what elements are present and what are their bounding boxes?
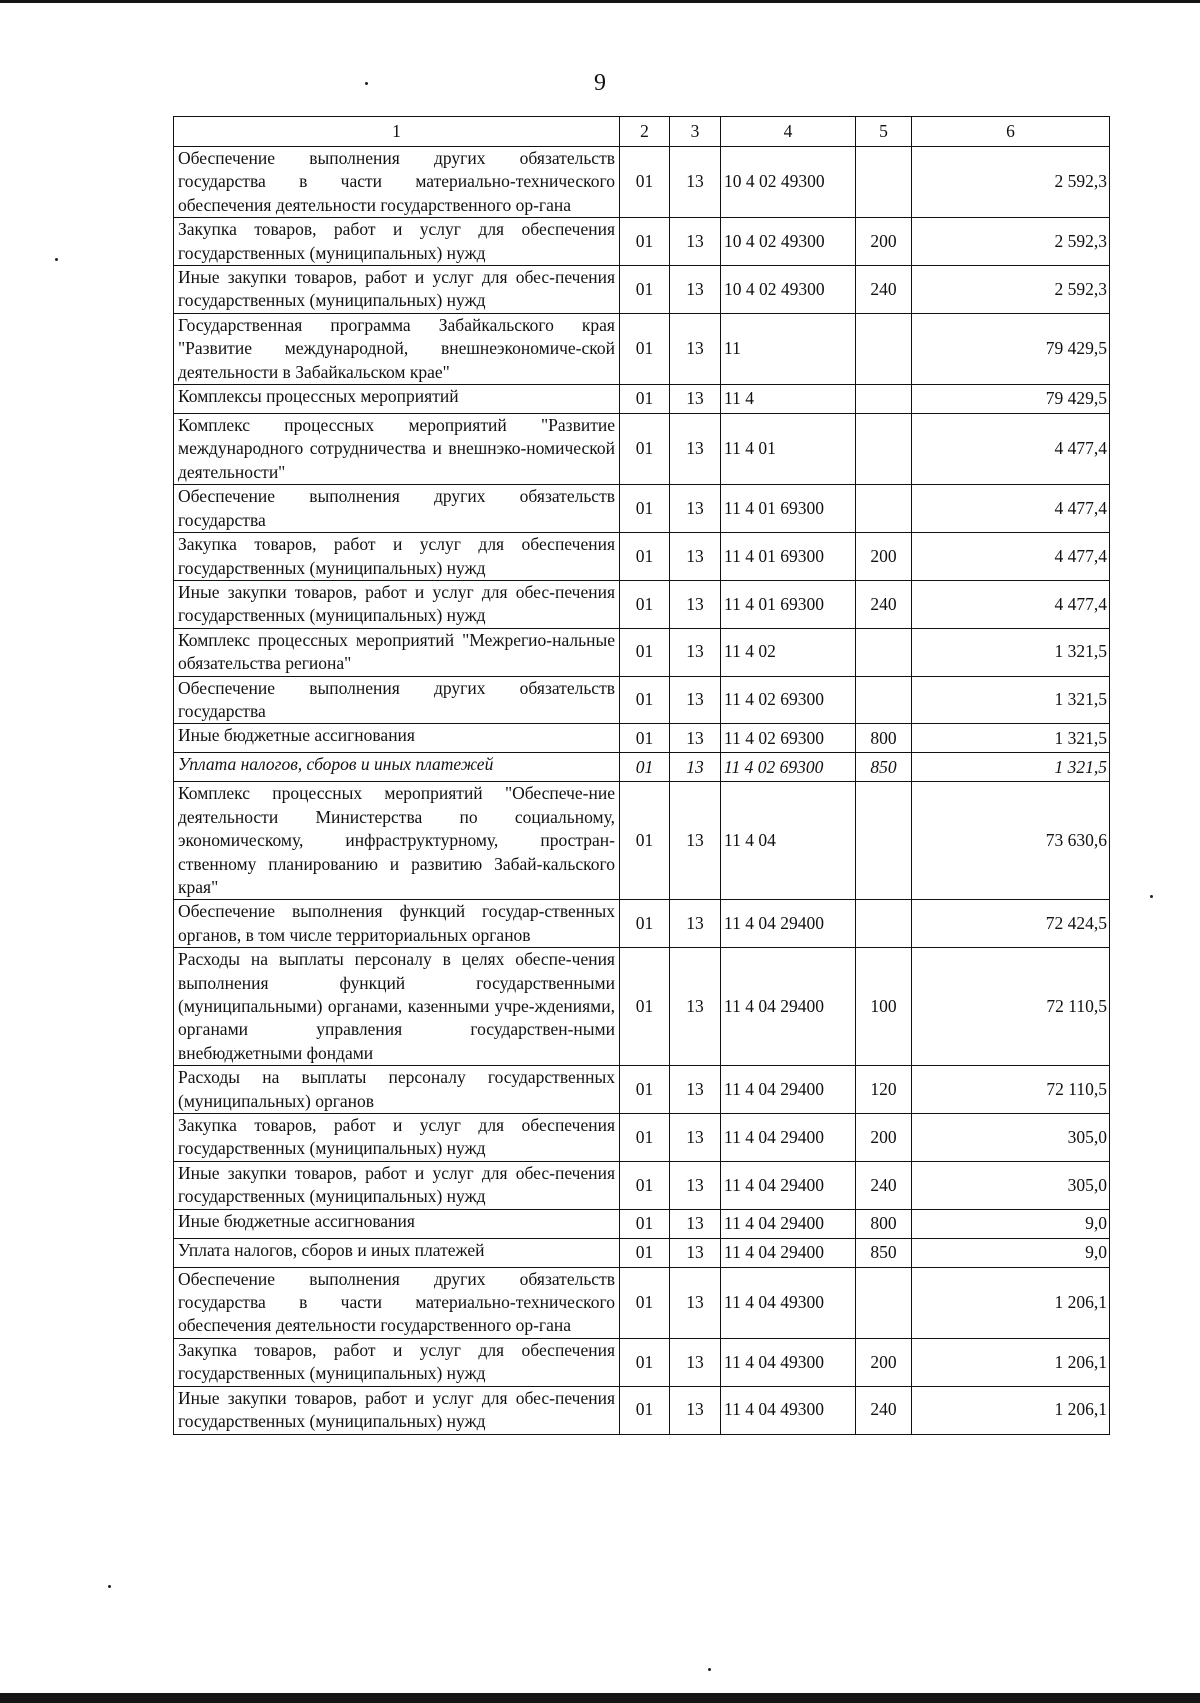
table-row bbox=[174, 266, 1110, 314]
column-header: 6 bbox=[912, 117, 1110, 147]
row-amount: 4 477,4 bbox=[912, 533, 1110, 581]
row-section: 01 bbox=[620, 414, 670, 485]
row-amount: 2 592,3 bbox=[912, 266, 1110, 314]
row-amount: 73 630,6 bbox=[912, 782, 1110, 900]
table-row bbox=[174, 1161, 1110, 1209]
row-amount: 1 321,5 bbox=[912, 753, 1110, 782]
row-description: Закупка товаров, работ и услуг для обеспечения государственных (муниципальных) нужд bbox=[174, 533, 620, 581]
row-subsection: 13 bbox=[670, 266, 721, 314]
row-expense-type: 200 bbox=[856, 218, 912, 266]
row-section: 01 bbox=[620, 1267, 670, 1338]
table-row bbox=[174, 900, 1110, 948]
row-subsection: 13 bbox=[670, 1209, 721, 1238]
row-expense-type: 800 bbox=[856, 1209, 912, 1238]
row-section: 01 bbox=[620, 628, 670, 676]
row-expense-type bbox=[856, 900, 912, 948]
table-row bbox=[174, 628, 1110, 676]
row-description: Уплата налогов, сборов и иных платежей bbox=[174, 753, 620, 782]
row-target-code: 10 4 02 49300 bbox=[721, 218, 856, 266]
row-section: 01 bbox=[620, 218, 670, 266]
column-header: 4 bbox=[721, 117, 856, 147]
row-section: 01 bbox=[620, 782, 670, 900]
row-subsection: 13 bbox=[670, 313, 721, 384]
row-target-code: 11 4 04 49300 bbox=[721, 1267, 856, 1338]
table-row bbox=[174, 1238, 1110, 1267]
row-target-code: 11 bbox=[721, 313, 856, 384]
row-amount: 4 477,4 bbox=[912, 580, 1110, 628]
scan-edge-bottom bbox=[0, 1693, 1200, 1703]
row-expense-type bbox=[856, 628, 912, 676]
table-row bbox=[174, 1386, 1110, 1434]
row-description: Комплексы процессных мероприятий bbox=[174, 385, 620, 414]
table-row bbox=[174, 724, 1110, 753]
row-amount: 1 206,1 bbox=[912, 1267, 1110, 1338]
row-target-code: 11 4 02 69300 bbox=[721, 676, 856, 724]
row-description: Обеспечение выполнения других обязательств государства в части материально-технического обеспечения деятельности государственного ор-гана bbox=[174, 147, 620, 218]
row-amount: 4 477,4 bbox=[912, 414, 1110, 485]
column-header: 2 bbox=[620, 117, 670, 147]
row-subsection: 13 bbox=[670, 533, 721, 581]
row-amount: 2 592,3 bbox=[912, 147, 1110, 218]
row-description: Иные закупки товаров, работ и услуг для обес-печения государственных (муниципальных) нужд bbox=[174, 1161, 620, 1209]
row-section: 01 bbox=[620, 676, 670, 724]
row-description: Государственная программа Забайкальского края "Развитие международной, внешнеэкономиче-ской деятельности в Забайкальском крае" bbox=[174, 313, 620, 384]
row-description: Обеспечение выполнения других обязательств государства bbox=[174, 676, 620, 724]
row-amount: 9,0 bbox=[912, 1209, 1110, 1238]
row-subsection: 13 bbox=[670, 676, 721, 724]
row-subsection: 13 bbox=[670, 1338, 721, 1386]
row-subsection: 13 bbox=[670, 385, 721, 414]
row-amount: 2 592,3 bbox=[912, 218, 1110, 266]
row-amount: 79 429,5 bbox=[912, 385, 1110, 414]
row-description: Комплекс процессных мероприятий "Развитие международного сотрудничества и внешнэко-номической деятельности" bbox=[174, 414, 620, 485]
row-expense-type: 240 bbox=[856, 580, 912, 628]
row-amount: 9,0 bbox=[912, 1238, 1110, 1267]
row-expense-type: 850 bbox=[856, 753, 912, 782]
row-target-code: 11 4 04 29400 bbox=[721, 1161, 856, 1209]
row-amount: 1 206,1 bbox=[912, 1386, 1110, 1434]
row-expense-type: 850 bbox=[856, 1238, 912, 1267]
row-description: Комплекс процессных мероприятий "Обеспече-ние деятельности Министерства по социальному, экономическому, инфраструктурному, простран-ственному планированию и развитию Забай-кальского края" bbox=[174, 782, 620, 900]
row-amount: 72 110,5 bbox=[912, 948, 1110, 1066]
table-row bbox=[174, 753, 1110, 782]
row-description: Иные бюджетные ассигнования bbox=[174, 724, 620, 753]
row-expense-type bbox=[856, 676, 912, 724]
row-section: 01 bbox=[620, 1338, 670, 1386]
scan-speck bbox=[55, 258, 58, 261]
table-row bbox=[174, 580, 1110, 628]
row-amount: 305,0 bbox=[912, 1114, 1110, 1162]
row-subsection: 13 bbox=[670, 485, 721, 533]
row-expense-type: 120 bbox=[856, 1066, 912, 1114]
row-description: Обеспечение выполнения функций государ-ственных органов, в том числе территориальных органов bbox=[174, 900, 620, 948]
row-description: Иные закупки товаров, работ и услуг для обес-печения государственных (муниципальных) нужд bbox=[174, 580, 620, 628]
row-target-code: 11 4 bbox=[721, 385, 856, 414]
row-expense-type: 100 bbox=[856, 948, 912, 1066]
row-amount: 72 110,5 bbox=[912, 1066, 1110, 1114]
scan-speck bbox=[708, 1668, 711, 1671]
row-amount: 4 477,4 bbox=[912, 485, 1110, 533]
row-amount: 72 424,5 bbox=[912, 900, 1110, 948]
scan-speck bbox=[1150, 895, 1153, 898]
table-row bbox=[174, 485, 1110, 533]
row-description: Обеспечение выполнения других обязательств государства в части материально-технического обеспечения деятельности государственного ор-гана bbox=[174, 1267, 620, 1338]
table-row bbox=[174, 414, 1110, 485]
row-target-code: 10 4 02 49300 bbox=[721, 147, 856, 218]
row-description: Обеспечение выполнения других обязательств государства bbox=[174, 485, 620, 533]
row-subsection: 13 bbox=[670, 1161, 721, 1209]
row-target-code: 11 4 04 29400 bbox=[721, 948, 856, 1066]
row-section: 01 bbox=[620, 900, 670, 948]
row-expense-type bbox=[856, 313, 912, 384]
row-expense-type bbox=[856, 147, 912, 218]
row-subsection: 13 bbox=[670, 1386, 721, 1434]
table-row bbox=[174, 147, 1110, 218]
row-amount: 1 321,5 bbox=[912, 724, 1110, 753]
table-row bbox=[174, 1209, 1110, 1238]
row-section: 01 bbox=[620, 948, 670, 1066]
table-row bbox=[174, 1066, 1110, 1114]
row-section: 01 bbox=[620, 753, 670, 782]
row-subsection: 13 bbox=[670, 628, 721, 676]
row-expense-type bbox=[856, 782, 912, 900]
row-description: Закупка товаров, работ и услуг для обеспечения государственных (муниципальных) нужд bbox=[174, 1338, 620, 1386]
row-target-code: 11 4 04 bbox=[721, 782, 856, 900]
row-section: 01 bbox=[620, 1238, 670, 1267]
row-subsection: 13 bbox=[670, 1238, 721, 1267]
row-section: 01 bbox=[620, 313, 670, 384]
row-description: Расходы на выплаты персоналу в целях обеспе-чения выполнения функций государственными (муниципальными) органами, казенными учре-ждениями, органами управления государствен-ными внебюджетными фондами bbox=[174, 948, 620, 1066]
row-subsection: 13 bbox=[670, 147, 721, 218]
row-section: 01 bbox=[620, 385, 670, 414]
row-description: Уплата налогов, сборов и иных платежей bbox=[174, 1238, 620, 1267]
row-description: Иные закупки товаров, работ и услуг для обес-печения государственных (муниципальных) нужд bbox=[174, 1386, 620, 1434]
row-target-code: 11 4 02 bbox=[721, 628, 856, 676]
row-section: 01 bbox=[620, 1114, 670, 1162]
row-expense-type: 240 bbox=[856, 266, 912, 314]
row-target-code: 11 4 01 69300 bbox=[721, 485, 856, 533]
row-section: 01 bbox=[620, 724, 670, 753]
row-target-code: 11 4 04 29400 bbox=[721, 900, 856, 948]
row-target-code: 11 4 04 29400 bbox=[721, 1066, 856, 1114]
row-subsection: 13 bbox=[670, 218, 721, 266]
row-description: Расходы на выплаты персоналу государственных (муниципальных) органов bbox=[174, 1066, 620, 1114]
row-section: 01 bbox=[620, 533, 670, 581]
row-description: Иные закупки товаров, работ и услуг для обес-печения государственных (муниципальных) нужд bbox=[174, 266, 620, 314]
row-target-code: 10 4 02 49300 bbox=[721, 266, 856, 314]
row-section: 01 bbox=[620, 1161, 670, 1209]
row-amount: 1 321,5 bbox=[912, 676, 1110, 724]
scan-speck bbox=[108, 1585, 111, 1588]
row-description: Комплекс процессных мероприятий "Межрегио-нальные обязательства региона" bbox=[174, 628, 620, 676]
table-header-row bbox=[174, 117, 1110, 147]
row-subsection: 13 bbox=[670, 1066, 721, 1114]
budget-table bbox=[173, 116, 1110, 1435]
table-row bbox=[174, 1267, 1110, 1338]
column-header: 1 bbox=[174, 117, 620, 147]
page-number: 9 bbox=[594, 70, 606, 96]
table-row bbox=[174, 676, 1110, 724]
row-subsection: 13 bbox=[670, 948, 721, 1066]
scan-edge-top bbox=[0, 0, 1200, 3]
row-target-code: 11 4 04 29400 bbox=[721, 1114, 856, 1162]
row-subsection: 13 bbox=[670, 1114, 721, 1162]
row-section: 01 bbox=[620, 580, 670, 628]
row-expense-type: 200 bbox=[856, 533, 912, 581]
row-expense-type: 240 bbox=[856, 1386, 912, 1434]
column-header: 5 bbox=[856, 117, 912, 147]
row-expense-type: 240 bbox=[856, 1161, 912, 1209]
row-description: Закупка товаров, работ и услуг для обеспечения государственных (муниципальных) нужд bbox=[174, 218, 620, 266]
column-header: 3 bbox=[670, 117, 721, 147]
row-target-code: 11 4 04 49300 bbox=[721, 1386, 856, 1434]
row-target-code: 11 4 04 29400 bbox=[721, 1238, 856, 1267]
row-description: Закупка товаров, работ и услуг для обеспечения государственных (муниципальных) нужд bbox=[174, 1114, 620, 1162]
row-expense-type: 200 bbox=[856, 1114, 912, 1162]
row-subsection: 13 bbox=[670, 782, 721, 900]
row-target-code: 11 4 02 69300 bbox=[721, 724, 856, 753]
table-row bbox=[174, 533, 1110, 581]
row-subsection: 13 bbox=[670, 1267, 721, 1338]
row-subsection: 13 bbox=[670, 753, 721, 782]
row-expense-type bbox=[856, 1267, 912, 1338]
table-row bbox=[174, 385, 1110, 414]
table-row bbox=[174, 1114, 1110, 1162]
row-expense-type: 200 bbox=[856, 1338, 912, 1386]
row-section: 01 bbox=[620, 1209, 670, 1238]
row-amount: 1 321,5 bbox=[912, 628, 1110, 676]
table-row bbox=[174, 218, 1110, 266]
row-amount: 1 206,1 bbox=[912, 1338, 1110, 1386]
row-subsection: 13 bbox=[670, 414, 721, 485]
row-expense-type: 800 bbox=[856, 724, 912, 753]
row-section: 01 bbox=[620, 1066, 670, 1114]
row-expense-type bbox=[856, 385, 912, 414]
row-section: 01 bbox=[620, 266, 670, 314]
row-description: Иные бюджетные ассигнования bbox=[174, 1209, 620, 1238]
row-expense-type bbox=[856, 485, 912, 533]
row-target-code: 11 4 01 69300 bbox=[721, 533, 856, 581]
row-subsection: 13 bbox=[670, 580, 721, 628]
row-amount: 79 429,5 bbox=[912, 313, 1110, 384]
row-section: 01 bbox=[620, 147, 670, 218]
table-row bbox=[174, 782, 1110, 900]
row-amount: 305,0 bbox=[912, 1161, 1110, 1209]
row-expense-type bbox=[856, 414, 912, 485]
row-subsection: 13 bbox=[670, 900, 721, 948]
row-section: 01 bbox=[620, 485, 670, 533]
row-target-code: 11 4 01 69300 bbox=[721, 580, 856, 628]
row-target-code: 11 4 04 29400 bbox=[721, 1209, 856, 1238]
table-row bbox=[174, 948, 1110, 1066]
table-row bbox=[174, 1338, 1110, 1386]
table-body bbox=[174, 147, 1110, 1435]
row-section: 01 bbox=[620, 1386, 670, 1434]
row-target-code: 11 4 02 69300 bbox=[721, 753, 856, 782]
row-target-code: 11 4 04 49300 bbox=[721, 1338, 856, 1386]
table-row bbox=[174, 313, 1110, 384]
row-subsection: 13 bbox=[670, 724, 721, 753]
row-target-code: 11 4 01 bbox=[721, 414, 856, 485]
